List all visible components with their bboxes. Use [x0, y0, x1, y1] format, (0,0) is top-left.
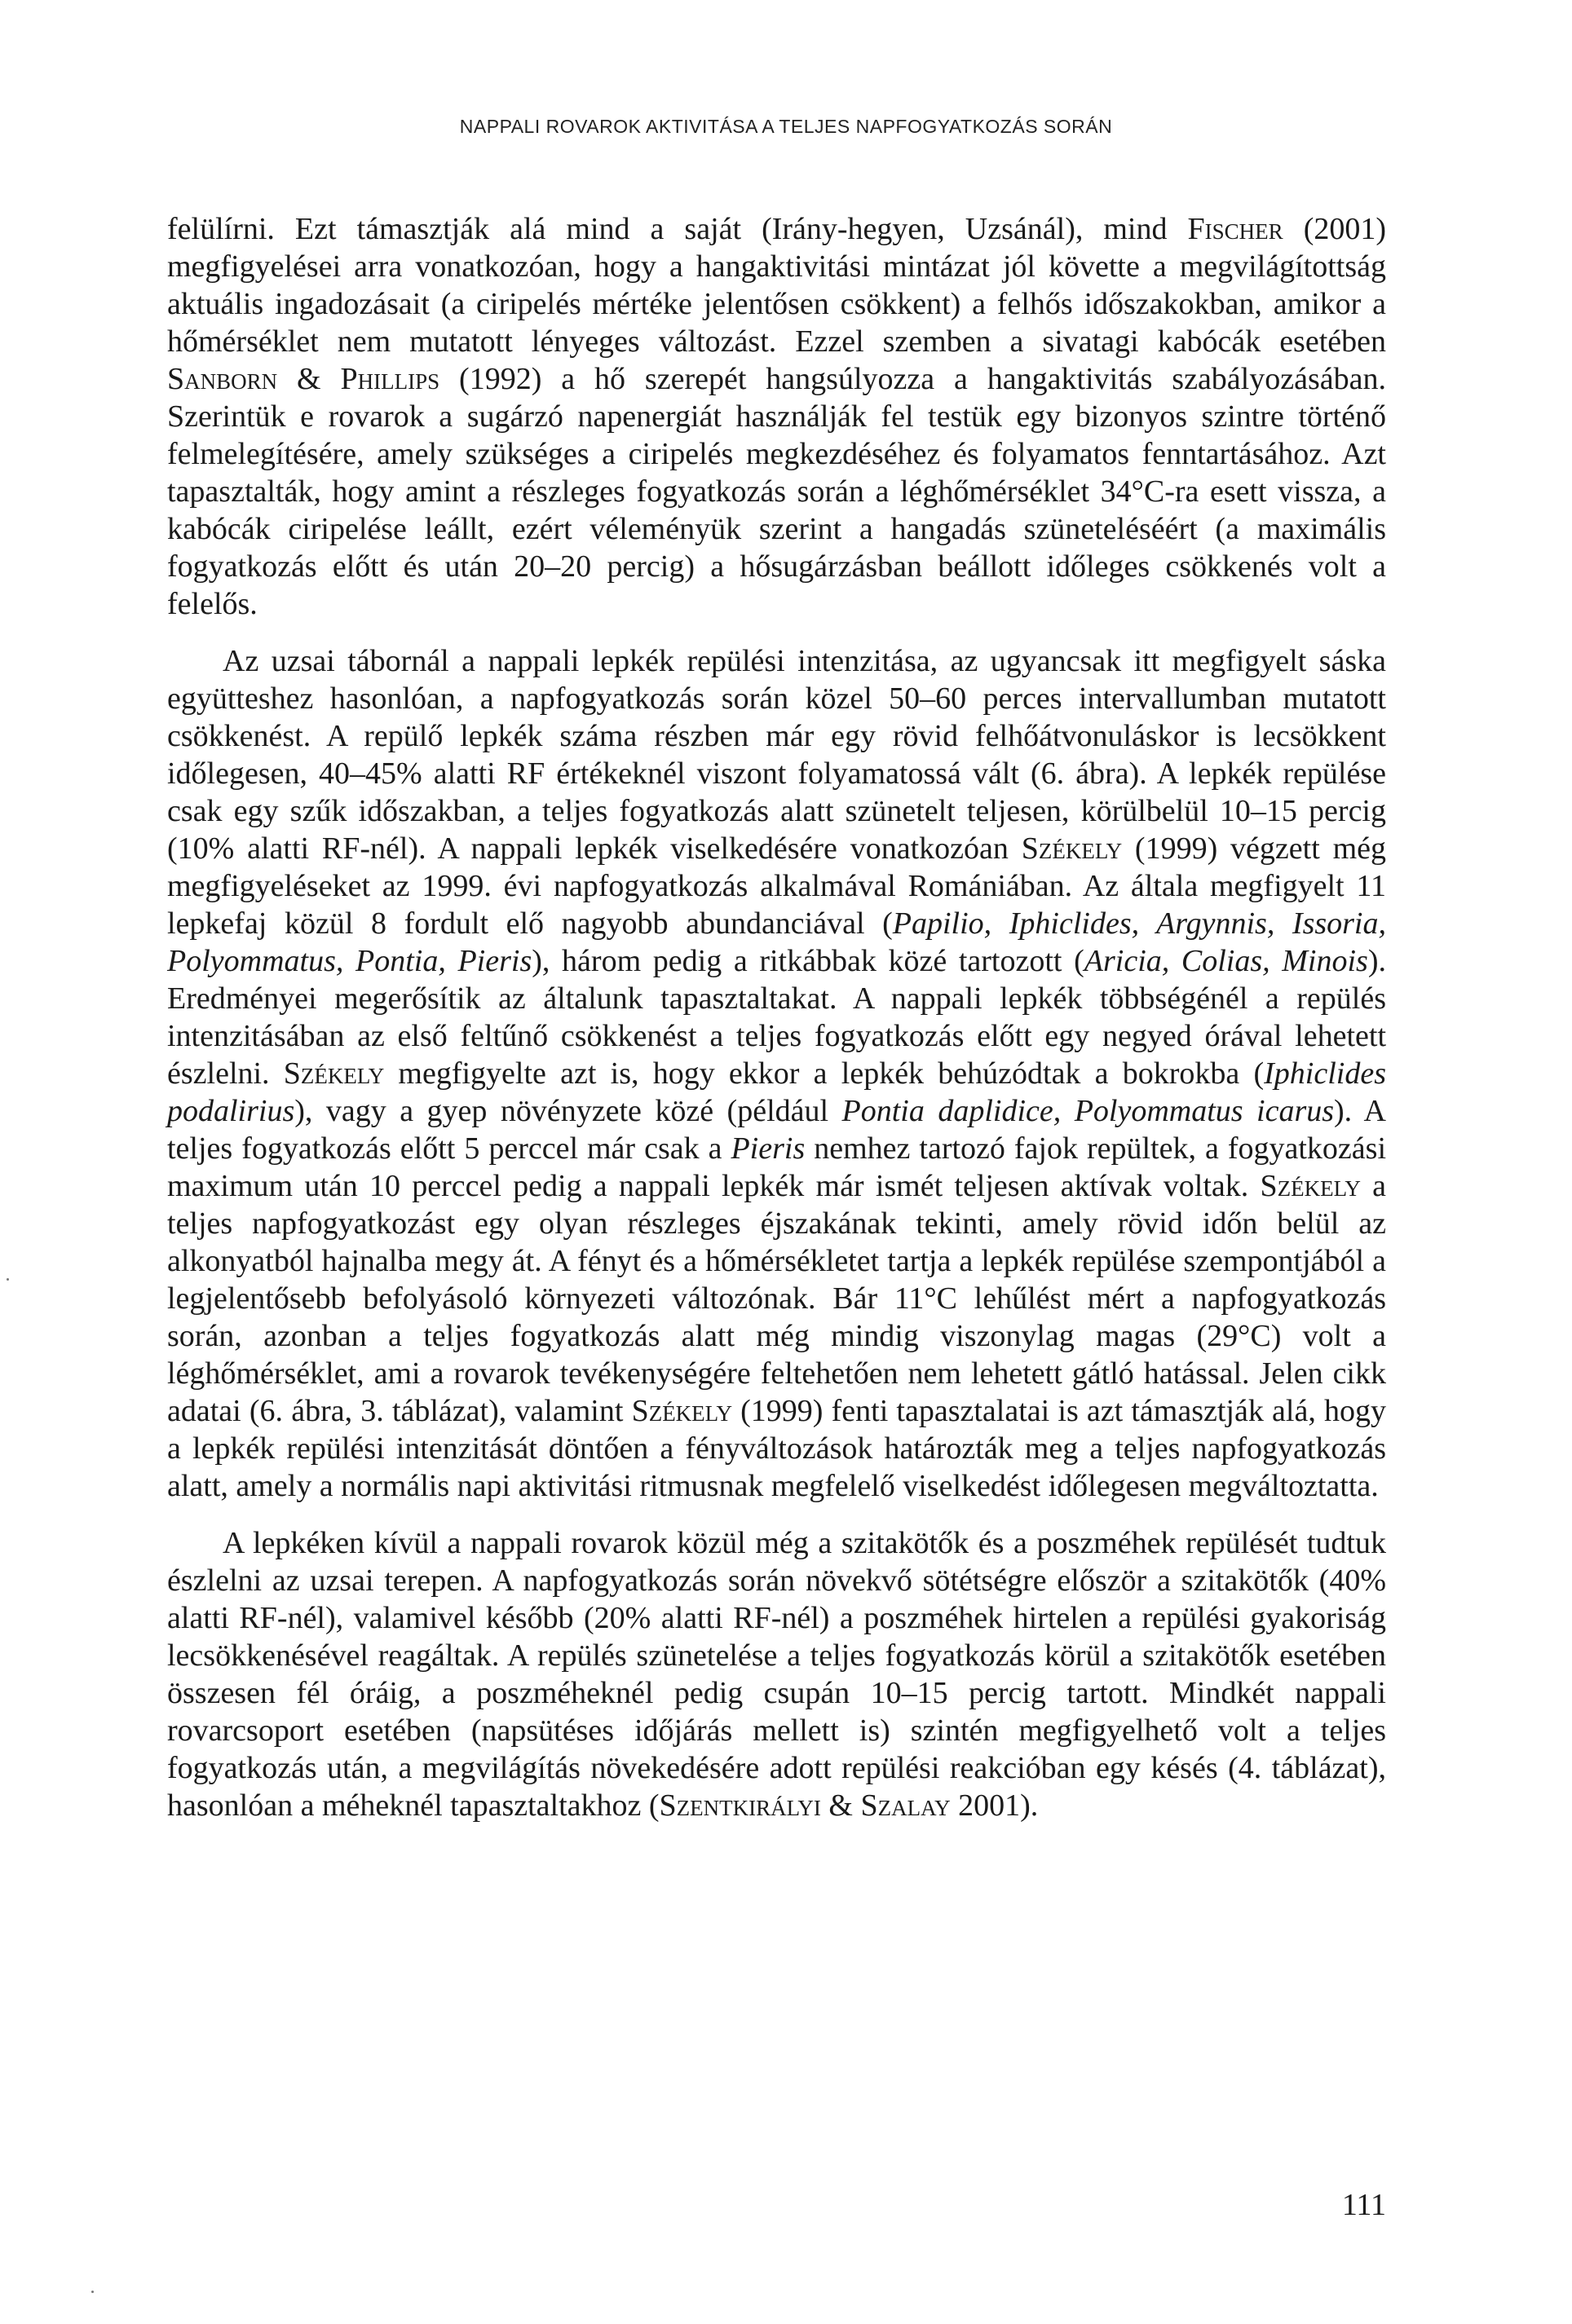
- text-run: (1999) fenti tapasztalatai is azt támasztják alá, hogy a lepkék repülési intenzitását döntően a fényváltozások határozták meg a teljes napfogyatkozás alatt, amely a normális napi aktivitási ritmusnak megfelelő viselkedést időlegesen megváltoztatta.: [167, 1394, 1386, 1503]
- taxon-name: Pieris: [731, 1131, 806, 1166]
- text-run: &: [277, 362, 341, 396]
- text-run: Az uzsai tábornál a nappali lepkék repülési intenzitása, az ugyancsak itt megfigyelt sáska együtteshez hasonlóan, a napfogyatkozás során közel 50–60 perces intervallumban mutatott csökkenést. A repülő lepkék száma részben már egy rövid felhőátvonuláskor is lecsökkent időlegesen, 40–45% alatti RF értékeknél viszont folyamatossá vált (6. ábra). A lepkék repülése csak egy szűk időszakban, a teljes fogyatkozás alatt szünetelt teljesen, körülbelül 10–15 percig (10% alatti RF-nél). A nappali lepkék viselkedésére vonatkozóan: [167, 644, 1386, 866]
- text-run: (2001) megfigyelései arra vonatkozóan, hogy a hangaktivitási mintázat jól követte a megvilágítottság aktuális ingadozásait (a ciripelés mértéke jelentősen csökkent) a felhős időszakokban, amikor a hőmérséklet nem mutatott lényeges változást. Ezzel szemben a sivatagi kabócák esetében: [167, 212, 1387, 359]
- body-text: [167, 210, 1386, 1824]
- text-run: &: [820, 1788, 861, 1823]
- text-run: (1999) végzett még megfigyeléseket az 1999. évi napfogyatkozás alkalmával Romániában. Az általa megfigyelt 11 lepkefaj közül 8 fordult elő nagyobb abundanciával (: [167, 831, 1386, 941]
- scan-speck: [91, 2291, 94, 2293]
- page-number: 111: [1341, 2188, 1386, 2222]
- author-name: Sanborn: [167, 362, 278, 396]
- paragraph-3: [167, 1524, 1386, 1824]
- text-run: (1992) a hő szerepét hangsúlyozza a hangaktivitás szabályozásában. Szerintük e rovarok a sugárzó napenergiát használják fel testük egy bizonyos szintre történő felmelegítésére, amely szükséges a ciripelés megkezdéséhez és folyamatos fenntartásához. Azt tapasztalták, hogy amint a részleges fogyatkozás során a léghőmérséklet 34°C-ra esett vissza, a kabócák ciripelése leállt, ezért véleményük szerint a hangadás szüneteléséért (a maximális fogyatkozás előtt és után 20–20 percig) a hősugárzásban beállott időleges csökkenés volt a felelős.: [167, 362, 1386, 621]
- text-run: a teljes napfogyatkozást egy olyan részleges éjszakának tekinti, amely rövid időn belül az alkonyatból hajnalba megy át. A fényt és a hőmérsékletet tartja a lepkék repülése szempontjából a legjelentősebb befolyásoló környezeti változónak. Bár 11°C lehűlést mért a napfogyatkozás során, azonban a teljes fogyatkozás alatt még mindig viszonylag magas (29°C) volt a léghőmérséklet, ami a rovarok tevékenységére feltehetően nem lehetett gátló hatással. Jelen cikk adatai (6. ábra, 3. táblázat), valamint: [167, 1169, 1386, 1428]
- taxon-name: Pontia daplidice, Polyommatus icarus: [841, 1094, 1335, 1128]
- author-name: Fischer: [1187, 212, 1283, 246]
- paragraph-2: [167, 642, 1386, 1505]
- author-name: Székely: [631, 1394, 732, 1428]
- text-run: ), három pedig a ritkábbak közé tartozott (: [532, 944, 1084, 978]
- text-run: A lepkéken kívül a nappali rovarok közül még a szitakötők és a poszméhek repülését tudtuk észlelni az uzsai terepen. A napfogyatkozás során növekvő sötétségre először a szitakötők (40% alatti RF-nél), valamivel később (20% alatti RF-nél) a poszméhek hirtelen a repülési gyakoriság lecsökkenésével reagáltak. A repülés szünetelése a teljes fogyatkozás körül a szitakötők esetében összesen fél óráig, a poszméheknél pedig csupán 10–15 percig tartott. Mindkét nappali rovarcsoport esetében (napsütéses időjárás mellett is) szintén megfigyelhető volt a teljes fogyatkozás után, a megvilágítás növekedésére adott repülési reakcióban egy késés (4. táblázat), hasonlóan a méheknél tapasztaltakhoz (: [167, 1526, 1386, 1823]
- text-run: 2001).: [950, 1788, 1039, 1823]
- text-run: nemhez tartozó fajok repültek, a fogyatkozási maximum után 10 perccel pedig a nappali lepkék már ismét teljesen aktívak voltak.: [167, 1131, 1386, 1203]
- taxon-name: Papilio, Iphiclides, Argynnis, Issoria, Polyommatus, Pontia, Pieris: [167, 906, 1386, 978]
- paragraph-1: [167, 210, 1386, 623]
- taxon-name: Iphiclides podalirius: [167, 1056, 1387, 1128]
- author-name: Szalay: [860, 1788, 951, 1823]
- author-name: Székely: [1021, 831, 1123, 866]
- text-run: felülírni. Ezt támasztják alá mind a saját (Irány-hegyen, Uzsánál), mind: [167, 212, 1188, 246]
- text-run: ). A teljes fogyatkozás előtt 5 perccel már csak a: [167, 1094, 1386, 1166]
- taxon-name: Aricia, Colias, Minois: [1084, 944, 1368, 978]
- running-header: NAPPALI ROVAROK AKTIVITÁSA A TELJES NAPFOGYATKOZÁS SORÁN: [459, 116, 1113, 137]
- author-name: Székely: [283, 1056, 385, 1091]
- text-run: ). Eredményei megerősítik az általunk tapasztaltakat. A nappali lepkék többségénél a repülés intenzitásában az első feltűnő csökkenést a teljes fogyatkozás előtt egy negyed órával lehetett észlelni.: [167, 944, 1386, 1091]
- scan-speck: [7, 1278, 9, 1281]
- author-name: Phillips: [340, 362, 440, 396]
- text-run: megfigyelte azt is, hogy ekkor a lepkék behúzódtak a bokrokba (: [384, 1056, 1265, 1091]
- text-run: ), vagy a gyep növényzete közé (például: [294, 1094, 842, 1128]
- author-name: Szentkirályi: [659, 1788, 821, 1823]
- author-name: Székely: [1260, 1169, 1361, 1203]
